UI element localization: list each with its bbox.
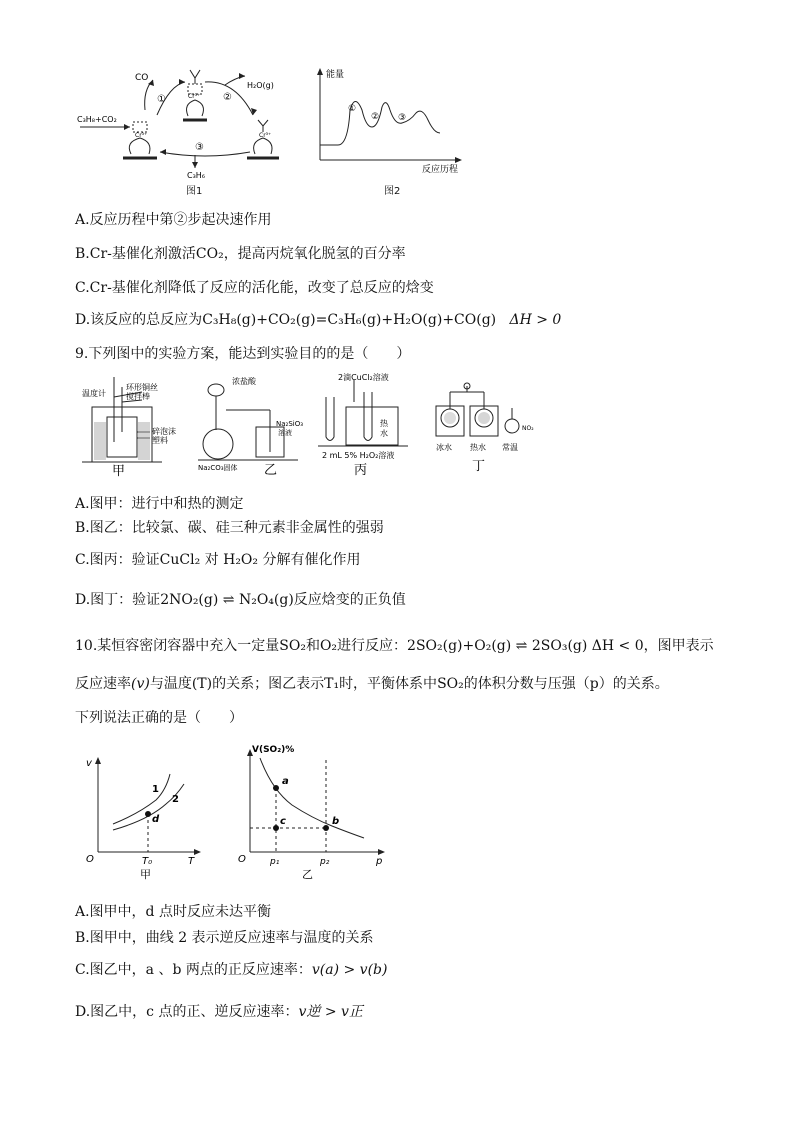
copper-wire-label: 环形铜丝 xyxy=(126,383,158,392)
q9-option-c: C.图丙：验证CuCl₂ 对 H₂O₂ 分解有催化作用 xyxy=(75,552,361,568)
x-axis-label: T xyxy=(188,856,195,867)
figure-1-reaction-mechanism xyxy=(75,60,305,195)
curve-2-label: 2 xyxy=(172,794,179,805)
apparatus-ding xyxy=(432,378,542,482)
point-a xyxy=(273,785,279,791)
foam-label: 碎泡沫 xyxy=(152,427,176,436)
q9-option-b: B.图乙：比较氯、碳、硅三种元素非金属性的强弱 xyxy=(75,520,384,536)
chart-jia-name: 甲 xyxy=(140,868,151,881)
apparatus-bing-name: 丙 xyxy=(354,463,368,478)
plastic-label: 塑料 xyxy=(152,436,168,445)
q8-option-c: C.Cr-基催化剂降低了反应的活化能，改变了总反应的焓变 xyxy=(75,280,434,296)
h2o2-solution-label: 2 mL 5% H₂O₂溶液 xyxy=(322,451,395,460)
t0-tick: T₀ xyxy=(142,856,153,867)
origin-label: O xyxy=(86,854,94,865)
thermometer-label: 温度计 xyxy=(82,389,106,398)
h2o-label: H₂O(g) xyxy=(247,81,274,90)
co-label: CO xyxy=(135,73,149,83)
y-axis-label: v xyxy=(86,758,92,769)
q10-option-c: C.图乙中，a 、b 两点的正反应速率：v(a) > v(b) xyxy=(75,962,388,978)
apparatus-yi-name: 乙 xyxy=(264,463,278,478)
q10-stem-line-3: 下列说法正确的是（ ） xyxy=(75,710,243,726)
point-b xyxy=(323,825,329,831)
solution-label: 溶液 xyxy=(278,429,292,437)
figure-2-energy-profile xyxy=(310,65,480,175)
figure-1-caption: 图1 xyxy=(186,186,203,197)
point-b-label: b xyxy=(332,816,340,827)
cucl2-drops-label: 2滴CuCl₂溶液 xyxy=(338,373,389,382)
point-a-label: a xyxy=(282,776,289,787)
q10-option-a: A.图甲中，d 点时反应未达平衡 xyxy=(75,904,271,920)
q9-option-d: D.图丁：验证2NO₂(g) ⇌ N₂O₄(g)反应焓变的正负值 xyxy=(75,592,406,608)
q8-option-b: B.Cr-基催化剂激活CO₂，提高丙烷氧化脱氢的百分率 xyxy=(75,246,406,262)
apparatus-bing xyxy=(318,372,430,482)
chart-yi-so2-vs-pressure xyxy=(232,740,392,880)
q10-stem-line-1: 10.某恒容密闭容器中充入一定量SO₂和O₂进行反应：2SO₂(g)+O₂(g) ⇌ 2SO₃(g) ΔH < 0，图甲表示 xyxy=(75,638,714,654)
figure-2-caption: 图2 xyxy=(384,186,401,197)
water-label: 水 xyxy=(380,429,388,438)
step-2-label: ② xyxy=(223,92,232,103)
point-c-label: c xyxy=(280,816,286,827)
q8-option-a: A.反应历程中第②步起决速作用 xyxy=(75,212,272,228)
peak-1-label: ① xyxy=(348,104,357,114)
cr-label-right: Cr³⁺ xyxy=(259,132,272,139)
product-label: C₃H₆ xyxy=(187,171,206,180)
room-temp-label: 常温 xyxy=(502,443,518,452)
p2-tick: p₂ xyxy=(320,857,330,867)
curve-1 xyxy=(113,774,170,824)
step-1-label: ① xyxy=(157,94,166,105)
reactants-label: C₃H₈+CO₂ xyxy=(77,115,117,124)
point-d-label: d xyxy=(152,814,160,825)
cr-label-left: Cr³⁺ xyxy=(135,132,148,139)
peak-3-label: ③ xyxy=(398,113,407,123)
y-axis-label: V(SO₂)% xyxy=(252,745,295,755)
q10-stem-line-2: 反应速率(v)与温度(T)的关系；图乙表示T₁时，平衡体系中SO₂的体积分数与压强（p）的关系。 xyxy=(75,676,669,692)
conc-hcl-label: 浓盐酸 xyxy=(232,377,256,386)
peak-2-label: ② xyxy=(371,112,380,122)
point-c xyxy=(273,825,279,831)
na2sio3-label: Na₂SiO₃ xyxy=(276,420,304,428)
q10-option-d: D.图乙中，c 点的正、逆反应速率：v逆 > v正 xyxy=(75,1004,363,1020)
energy-axis-label: 能量 xyxy=(326,70,345,80)
q8-option-d: D.该反应的总反应为C₃H₈(g)+CO₂(g)=C₃H₆(g)+H₂O(g)+CO(g) ΔH > 0 xyxy=(75,312,562,328)
chart-jia-rate-vs-temperature xyxy=(78,752,218,882)
point-d xyxy=(145,811,151,817)
apparatus-jia-name: 甲 xyxy=(112,464,126,479)
ice-water-label: 冰水 xyxy=(436,443,452,452)
hot-water-label: 热水 xyxy=(470,443,486,452)
chart-yi-name: 乙 xyxy=(302,868,313,880)
curve-1-label: 1 xyxy=(152,784,159,795)
q10-option-b: B.图甲中，曲线 2 表示逆反应速率与温度的关系 xyxy=(75,930,374,946)
q9-option-a: A.图甲：进行中和热的测定 xyxy=(75,496,244,512)
apparatus-yi xyxy=(198,372,308,482)
apparatus-jia xyxy=(82,372,192,482)
origin-label: O xyxy=(238,854,246,865)
stirrer-label: 搅拌棒 xyxy=(126,392,150,401)
step-3-label: ③ xyxy=(195,142,204,153)
cr-label-top: Cr³⁺ xyxy=(188,93,201,100)
reaction-progress-label: 反应历程 xyxy=(422,165,459,175)
na2co3-label: Na₂CO₃固体 xyxy=(198,464,238,472)
no2-label: NO₂ xyxy=(522,425,534,432)
p1-tick: p₁ xyxy=(270,857,280,867)
q9-stem: 9.下列图中的实验方案，能达到实验目的的是（ ） xyxy=(75,346,411,362)
x-axis-label: p xyxy=(376,856,383,867)
apparatus-ding-name: 丁 xyxy=(472,459,486,474)
curve-2 xyxy=(113,784,184,830)
hot-label: 热 xyxy=(380,419,388,428)
